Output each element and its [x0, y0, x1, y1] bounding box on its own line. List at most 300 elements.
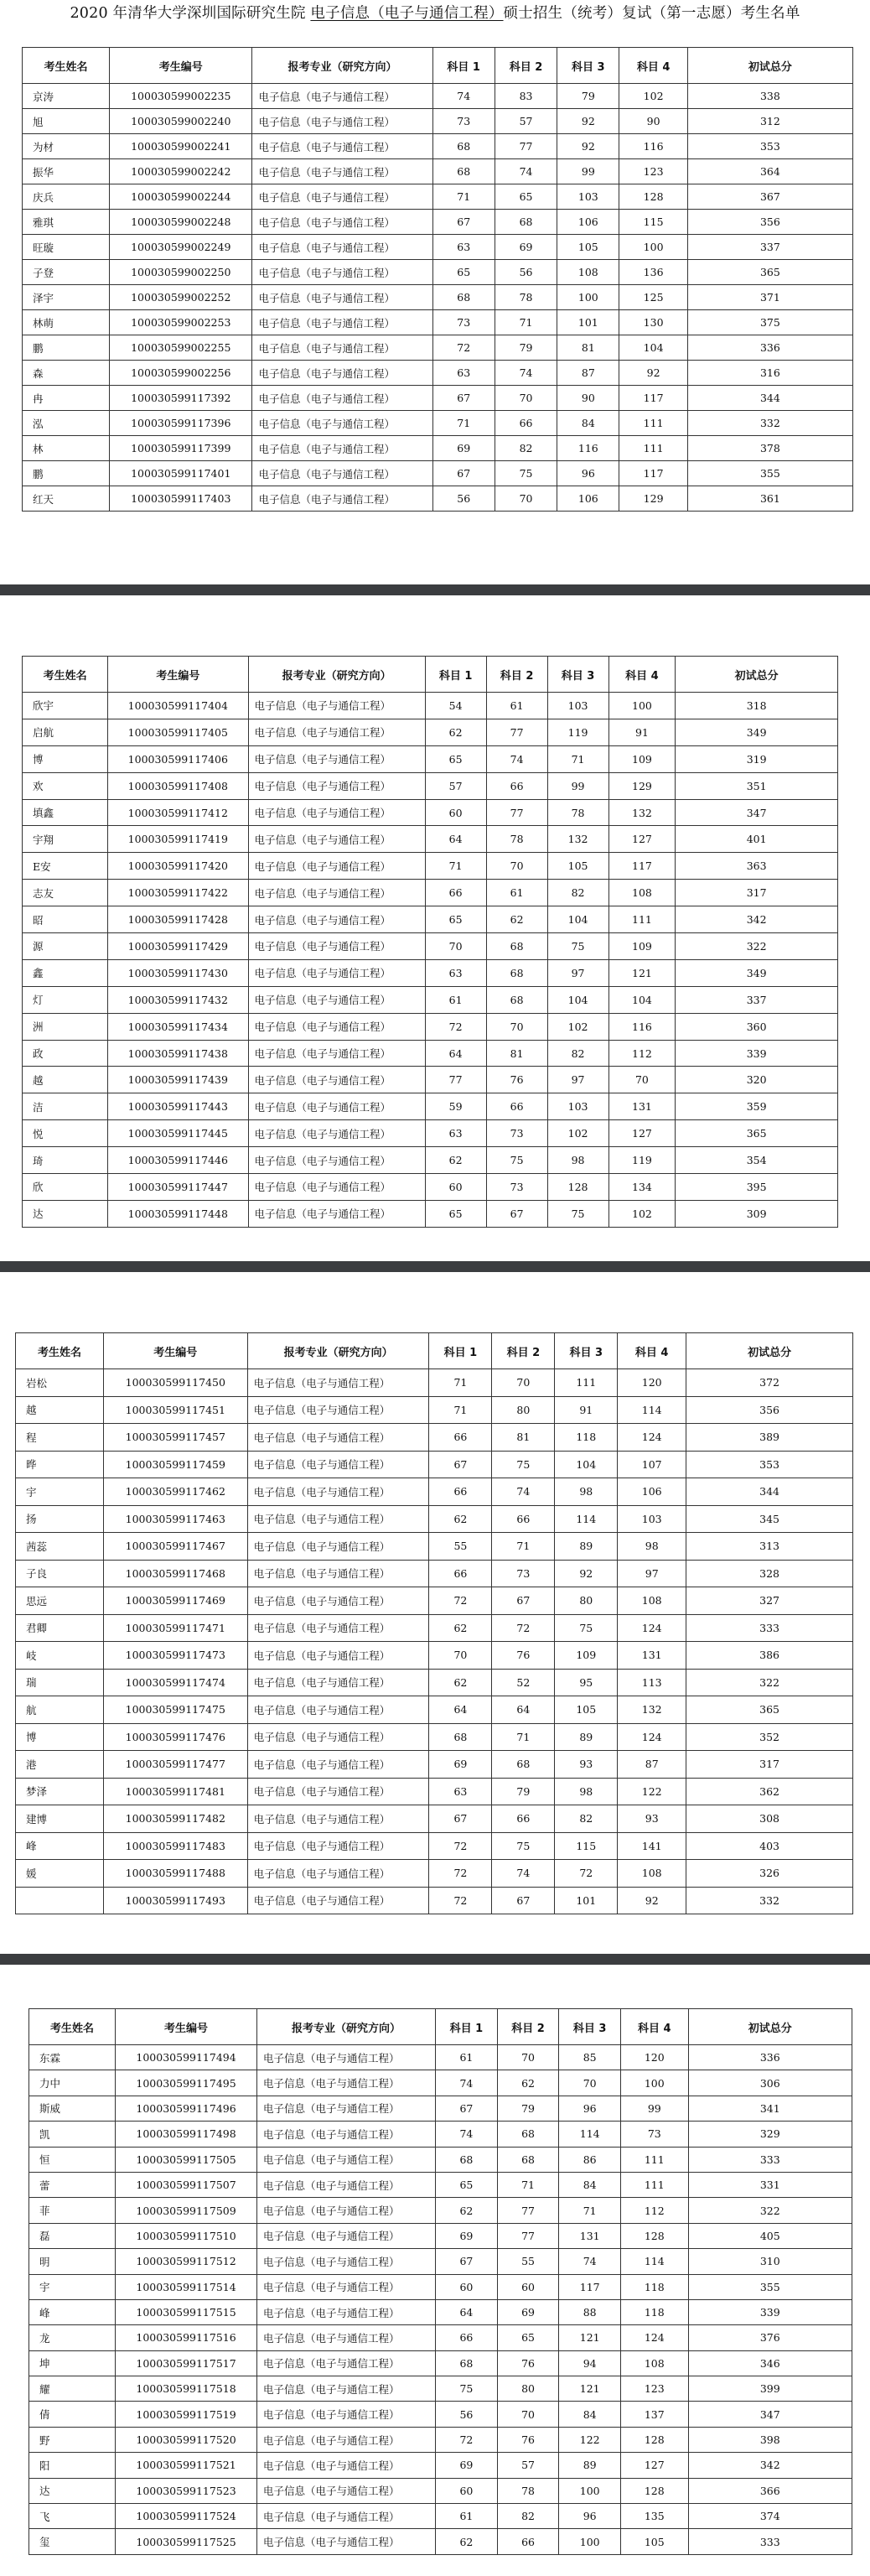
score-4: 92: [618, 1887, 686, 1914]
score-4: 128: [619, 184, 687, 210]
student-name: 欣: [23, 1174, 108, 1201]
score-4: 108: [608, 880, 676, 906]
score-2: 72: [492, 1614, 555, 1642]
student-name: 子良: [16, 1560, 104, 1587]
score-2: 80: [497, 2376, 559, 2402]
score-3: 100: [559, 2478, 621, 2503]
score-1: 75: [436, 2376, 498, 2402]
total-score: 319: [676, 745, 838, 772]
table-row: [23, 134, 853, 159]
total-score: 332: [687, 411, 852, 436]
major: 电子信息（电子与通信工程）: [247, 1614, 429, 1642]
total-score: 346: [688, 2350, 852, 2376]
score-3: 100: [559, 2529, 621, 2554]
exam-id: 100030599117434: [108, 1013, 248, 1040]
score-1: 71: [425, 853, 486, 880]
score-2: 67: [492, 1887, 555, 1914]
exam-id: 100030599002244: [110, 184, 252, 210]
exam-id: 100030599002255: [110, 335, 252, 361]
major: 电子信息（电子与通信工程）: [257, 2249, 436, 2274]
score-table: [28, 2008, 852, 2555]
table-row: [29, 2045, 852, 2070]
exam-id: 100030599117439: [108, 1067, 248, 1093]
score-2: 79: [492, 1778, 555, 1805]
score-2: 78: [497, 2478, 559, 2503]
student-name: 冉: [23, 386, 110, 411]
total-score: 352: [686, 1723, 853, 1751]
total-score: 374: [688, 2504, 852, 2529]
total-score: 362: [686, 1778, 853, 1805]
score-2: 68: [497, 2122, 559, 2147]
score-3: 80: [555, 1587, 618, 1615]
score-2: 52: [492, 1669, 555, 1696]
table-row: [23, 906, 838, 933]
major: 电子信息（电子与通信工程）: [257, 2070, 436, 2096]
score-2: 76: [492, 1642, 555, 1670]
exam-id: 100030599117462: [103, 1478, 247, 1506]
student-name: 琦: [23, 1147, 108, 1174]
table-row: [23, 1120, 838, 1147]
table-row: [23, 1147, 838, 1174]
score-1: 65: [432, 260, 495, 285]
score-4: 136: [619, 260, 687, 285]
major: 电子信息（电子与通信工程）: [248, 1174, 425, 1201]
score-4: 118: [621, 2299, 689, 2324]
score-3: 84: [559, 2402, 621, 2427]
score-1: 66: [429, 1560, 492, 1587]
score-4: 114: [618, 1396, 686, 1424]
score-4: 135: [621, 2504, 689, 2529]
column-header-s3: 科目 3: [555, 1333, 618, 1369]
exam-id: 100030599117494: [116, 2045, 257, 2070]
total-score: 372: [686, 1369, 853, 1397]
major: 电子信息（电子与通信工程）: [257, 2274, 436, 2299]
score-3: 72: [555, 1860, 618, 1888]
major: 电子信息（电子与通信工程）: [257, 2350, 436, 2376]
score-2: 77: [486, 799, 547, 826]
score-4: 134: [608, 1174, 676, 1201]
student-name: 恒: [29, 2147, 116, 2172]
score-4: 104: [619, 335, 687, 361]
major: 电子信息（电子与通信工程）: [248, 880, 425, 906]
column-header-s4: 科目 4: [619, 48, 687, 84]
exam-id: 100030599117523: [116, 2478, 257, 2503]
student-name: 灯: [23, 986, 108, 1013]
score-3: 108: [557, 260, 619, 285]
score-1: 71: [432, 184, 495, 210]
column-header-s3: 科目 3: [547, 657, 608, 693]
exam-id: 100030599002256: [110, 361, 252, 386]
major: 电子信息（电子与通信工程）: [252, 210, 432, 235]
major: 电子信息（电子与通信工程）: [257, 2045, 436, 2070]
student-name: 岩松: [16, 1369, 104, 1397]
table-row: [29, 2529, 852, 2554]
total-score: 339: [688, 2299, 852, 2324]
student-name: 力中: [29, 2070, 116, 2096]
table-row: [23, 826, 838, 853]
table-row: [23, 486, 853, 512]
exam-id: 100030599117474: [103, 1669, 247, 1696]
score-1: 71: [429, 1369, 492, 1397]
score-2: 75: [492, 1832, 555, 1860]
score-4: 115: [619, 210, 687, 235]
exam-id: 100030599117469: [103, 1587, 247, 1615]
table-row: [29, 2070, 852, 2096]
student-name: 红天: [23, 486, 110, 512]
score-2: 66: [486, 772, 547, 799]
table-row: [23, 693, 838, 719]
score-4: 141: [618, 1832, 686, 1860]
total-score: 351: [676, 772, 838, 799]
major: 电子信息（电子与通信工程）: [257, 2453, 436, 2478]
score-2: 77: [495, 134, 557, 159]
student-name: 耀: [29, 2376, 116, 2402]
student-name: 蕾: [29, 2172, 116, 2197]
score-2: 79: [495, 335, 557, 361]
score-3: 98: [555, 1478, 618, 1506]
exam-id: 100030599117477: [103, 1751, 247, 1779]
score-1: 64: [436, 2299, 498, 2324]
header-row: [23, 657, 838, 693]
table-row: [29, 2223, 852, 2248]
score-2: 75: [486, 1147, 547, 1174]
score-1: 63: [425, 1120, 486, 1147]
table-row: [23, 1174, 838, 1201]
score-1: 65: [436, 2172, 498, 2197]
score-1: 65: [425, 1200, 486, 1227]
exam-id: 100030599002249: [110, 235, 252, 260]
exam-id: 100030599117419: [108, 826, 248, 853]
score-3: 98: [547, 1147, 608, 1174]
total-score: 366: [688, 2478, 852, 2503]
exam-id: 100030599117405: [108, 719, 248, 745]
table-row: [16, 1778, 853, 1805]
score-2: 83: [495, 84, 557, 109]
column-header-major: 报考专业（研究方向）: [257, 2009, 436, 2045]
student-name: 港: [16, 1751, 104, 1779]
exam-id: 100030599117451: [103, 1396, 247, 1424]
score-1: 64: [429, 1696, 492, 1724]
score-3: 99: [547, 772, 608, 799]
score-2: 70: [492, 1369, 555, 1397]
total-score: 365: [686, 1696, 853, 1724]
major: 电子信息（电子与通信工程）: [252, 386, 432, 411]
table-row: [29, 2249, 852, 2274]
table-row: [16, 1614, 853, 1642]
score-4: 137: [621, 2402, 689, 2427]
total-score: 337: [687, 235, 852, 260]
table-row: [23, 461, 853, 486]
exam-id: 100030599117392: [110, 386, 252, 411]
major: 电子信息（电子与通信工程）: [248, 693, 425, 719]
table-row: [23, 285, 853, 310]
student-name: E安: [23, 853, 108, 880]
student-name: 旺璇: [23, 235, 110, 260]
student-name: 庆兵: [23, 184, 110, 210]
score-1: 68: [436, 2147, 498, 2172]
score-1: 69: [436, 2453, 498, 2478]
score-3: 109: [555, 1642, 618, 1670]
total-score: 365: [676, 1120, 838, 1147]
table-row: [23, 1040, 838, 1067]
score-3: 101: [555, 1887, 618, 1914]
major: 电子信息（电子与通信工程）: [247, 1533, 429, 1561]
total-score: 405: [688, 2223, 852, 2248]
table-row: [23, 84, 853, 109]
exam-id: 100030599002253: [110, 310, 252, 335]
table-row: [23, 411, 853, 436]
student-name: 龙: [29, 2325, 116, 2350]
total-score: 363: [676, 853, 838, 880]
student-name: 晔: [16, 1451, 104, 1478]
score-1: 72: [432, 335, 495, 361]
student-name: 填鑫: [23, 799, 108, 826]
table-row: [23, 1200, 838, 1227]
major: 电子信息（电子与通信工程）: [257, 2147, 436, 2172]
score-1: 65: [425, 745, 486, 772]
table-row: [16, 1642, 853, 1670]
score-2: 70: [497, 2402, 559, 2427]
score-3: 105: [557, 235, 619, 260]
score-1: 68: [432, 134, 495, 159]
exam-id: 100030599002252: [110, 285, 252, 310]
column-header-s1: 科目 1: [429, 1333, 492, 1369]
score-2: 66: [492, 1505, 555, 1533]
total-score: 313: [686, 1533, 853, 1561]
exam-id: 100030599002248: [110, 210, 252, 235]
table-row: [23, 959, 838, 986]
exam-id: 100030599117446: [108, 1147, 248, 1174]
student-name: 扬: [16, 1505, 104, 1533]
student-name: 鹏: [23, 335, 110, 361]
exam-id: 100030599002242: [110, 159, 252, 184]
score-3: 132: [547, 826, 608, 853]
score-1: 66: [429, 1424, 492, 1452]
score-4: 127: [621, 2453, 689, 2478]
column-header-name: 考生姓名: [23, 657, 108, 693]
score-1: 69: [429, 1751, 492, 1779]
major: 电子信息（电子与通信工程）: [247, 1805, 429, 1833]
score-4: 92: [619, 361, 687, 386]
student-name: [16, 1887, 104, 1914]
major: 电子信息（电子与通信工程）: [248, 772, 425, 799]
exam-id: 100030599117507: [116, 2172, 257, 2197]
score-3: 96: [559, 2504, 621, 2529]
score-2: 77: [497, 2223, 559, 2248]
score-2: 68: [486, 933, 547, 960]
score-2: 73: [486, 1174, 547, 1201]
score-3: 117: [559, 2274, 621, 2299]
score-4: 127: [608, 1120, 676, 1147]
score-1: 64: [425, 1040, 486, 1067]
exam-id: 100030599117516: [116, 2325, 257, 2350]
table-row: [16, 1560, 853, 1587]
table-row: [23, 880, 838, 906]
page-separator: [0, 1261, 870, 1272]
score-4: 128: [621, 2223, 689, 2248]
score-4: 123: [619, 159, 687, 184]
score-2: 67: [492, 1587, 555, 1615]
score-3: 75: [555, 1614, 618, 1642]
score-1: 60: [436, 2274, 498, 2299]
score-1: 74: [432, 84, 495, 109]
exam-id: 100030599117505: [116, 2147, 257, 2172]
score-1: 63: [432, 235, 495, 260]
score-3: 96: [557, 461, 619, 486]
score-1: 61: [425, 986, 486, 1013]
student-name: 东霖: [29, 2045, 116, 2070]
score-2: 66: [492, 1805, 555, 1833]
score-1: 68: [432, 159, 495, 184]
total-score: 322: [688, 2198, 852, 2223]
total-score: 353: [687, 134, 852, 159]
column-header-s4: 科目 4: [618, 1333, 686, 1369]
score-3: 102: [547, 1013, 608, 1040]
page-separator: [0, 1954, 870, 1965]
score-4: 123: [621, 2376, 689, 2402]
title-major: 电子信息（电子与通信工程）: [310, 5, 504, 22]
score-3: 74: [559, 2249, 621, 2274]
exam-id: 100030599117520: [116, 2427, 257, 2452]
score-4: 90: [619, 109, 687, 134]
score-3: 118: [555, 1424, 618, 1452]
score-1: 67: [436, 2249, 498, 2274]
major: 电子信息（电子与通信工程）: [247, 1669, 429, 1696]
student-name: 源: [23, 933, 108, 960]
header-row: [23, 48, 853, 84]
student-name: 博: [16, 1723, 104, 1751]
exam-id: 100030599117514: [116, 2274, 257, 2299]
score-2: 66: [495, 411, 557, 436]
table-row: [23, 260, 853, 285]
total-score: 365: [687, 260, 852, 285]
score-1: 72: [429, 1887, 492, 1914]
score-2: 68: [486, 986, 547, 1013]
student-name: 倩: [29, 2402, 116, 2427]
score-3: 98: [555, 1778, 618, 1805]
table-row: [16, 1805, 853, 1833]
exam-id: 100030599117457: [103, 1424, 247, 1452]
exam-id: 100030599117476: [103, 1723, 247, 1751]
table-row: [16, 1424, 853, 1452]
exam-id: 100030599117428: [108, 906, 248, 933]
score-4: 132: [618, 1696, 686, 1724]
score-2: 76: [486, 1067, 547, 1093]
table-row: [23, 235, 853, 260]
score-2: 69: [495, 235, 557, 260]
score-4: 108: [621, 2350, 689, 2376]
column-header-s1: 科目 1: [425, 657, 486, 693]
total-score: 401: [676, 826, 838, 853]
student-name: 为材: [23, 134, 110, 159]
score-1: 74: [436, 2122, 498, 2147]
score-2: 76: [497, 2350, 559, 2376]
score-2: 56: [495, 260, 557, 285]
score-2: 77: [486, 719, 547, 745]
score-3: 95: [555, 1669, 618, 1696]
score-1: 67: [429, 1451, 492, 1478]
score-3: 100: [557, 285, 619, 310]
score-3: 116: [557, 436, 619, 461]
score-1: 62: [425, 1147, 486, 1174]
student-name: 坤: [29, 2350, 116, 2376]
score-4: 132: [608, 799, 676, 826]
student-name: 振华: [23, 159, 110, 184]
column-header-id: 考生编号: [103, 1333, 247, 1369]
score-2: 78: [486, 826, 547, 853]
student-name: 洁: [23, 1093, 108, 1120]
column-header-major: 报考专业（研究方向）: [247, 1333, 429, 1369]
score-2: 65: [497, 2325, 559, 2350]
exam-id: 100030599117429: [108, 933, 248, 960]
score-2: 76: [497, 2427, 559, 2452]
score-4: 111: [621, 2147, 689, 2172]
table-row: [29, 2122, 852, 2147]
exam-id: 100030599002235: [110, 84, 252, 109]
column-header-id: 考生编号: [108, 657, 248, 693]
exam-id: 100030599117521: [116, 2453, 257, 2478]
score-3: 119: [547, 719, 608, 745]
score-2: 82: [497, 2504, 559, 2529]
score-table: [22, 656, 838, 1228]
table-row: [23, 772, 838, 799]
score-4: 91: [608, 719, 676, 745]
score-1: 62: [436, 2529, 498, 2554]
score-1: 62: [425, 719, 486, 745]
score-3: 82: [547, 1040, 608, 1067]
major: 电子信息（电子与通信工程）: [248, 799, 425, 826]
score-3: 92: [555, 1560, 618, 1587]
student-name: 宇: [16, 1478, 104, 1506]
major: 电子信息（电子与通信工程）: [257, 2529, 436, 2554]
student-name: 菲: [29, 2198, 116, 2223]
score-2: 66: [497, 2529, 559, 2554]
score-1: 63: [432, 361, 495, 386]
exam-id: 100030599117438: [108, 1040, 248, 1067]
major: 电子信息（电子与通信工程）: [248, 1013, 425, 1040]
exam-id: 100030599117524: [116, 2504, 257, 2529]
score-3: 104: [547, 906, 608, 933]
score-1: 71: [429, 1396, 492, 1424]
score-2: 55: [497, 2249, 559, 2274]
score-3: 75: [547, 1200, 608, 1227]
total-score: 386: [686, 1642, 853, 1670]
student-name: 野: [29, 2427, 116, 2452]
total-score: 367: [687, 184, 852, 210]
score-1: 77: [425, 1067, 486, 1093]
exam-id: 100030599117510: [116, 2223, 257, 2248]
score-4: 129: [608, 772, 676, 799]
total-score: 354: [676, 1147, 838, 1174]
score-4: 118: [621, 2274, 689, 2299]
score-2: 82: [495, 436, 557, 461]
table-row: [16, 1696, 853, 1724]
student-name: 泓: [23, 411, 110, 436]
score-2: 68: [492, 1751, 555, 1779]
table-row: [23, 719, 838, 745]
score-2: 65: [495, 184, 557, 210]
score-4: 129: [619, 486, 687, 512]
table-row: [23, 109, 853, 134]
student-name: 政: [23, 1040, 108, 1067]
major: 电子信息（电子与通信工程）: [248, 906, 425, 933]
table-row: [23, 310, 853, 335]
major: 电子信息（电子与通信工程）: [247, 1778, 429, 1805]
total-score: 336: [687, 335, 852, 361]
major: 电子信息（电子与通信工程）: [247, 1451, 429, 1478]
score-4: 111: [608, 906, 676, 933]
score-3: 105: [555, 1696, 618, 1724]
